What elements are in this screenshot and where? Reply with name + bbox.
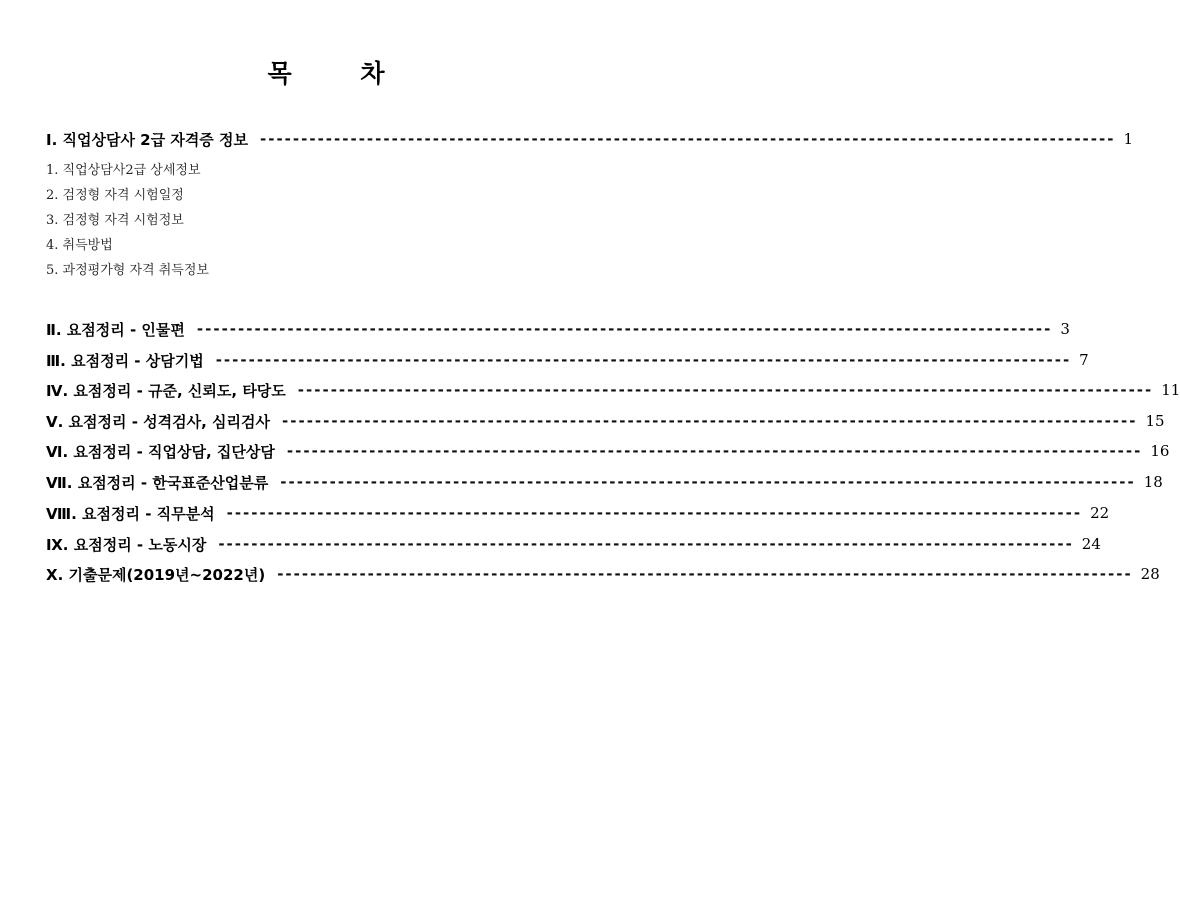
toc-leader: -------------------------------------------------------------------------------------------------------- <box>280 473 1136 491</box>
toc-page-number: 1 <box>1123 130 1134 148</box>
toc-entry-7[interactable] <box>46 471 1163 493</box>
toc-entry-8[interactable] <box>46 502 1110 524</box>
toc-entry-label: Ⅴ. 요점정리 - 성격검사, 심리검사 <box>46 412 271 431</box>
toc-leader: -------------------------------------------------------------------------------------------------------- <box>196 320 1053 338</box>
toc-entry-label: Ⅸ. 요점정리 - 노동시장 <box>46 535 207 554</box>
page-title: 목 차 <box>267 59 415 88</box>
toc-entry-2[interactable] <box>46 318 1070 340</box>
toc-subitem-2[interactable]: 2. 검정형 자격 시험일정 <box>46 188 184 203</box>
toc-leader: -------------------------------------------------------------------------------------------------------- <box>215 351 1072 369</box>
toc-entry-label: Ⅱ. 요점정리 - 인물편 <box>46 320 185 339</box>
toc-entry-label: Ⅶ. 요점정리 - 한국표준산업분류 <box>46 473 269 492</box>
toc-subitem-5[interactable]: 5. 과정평가형 자격 취득정보 <box>46 263 209 278</box>
toc-entry-label: Ⅰ. 직업상담사 2급 자격증 정보 <box>46 130 248 149</box>
toc-page-number: 3 <box>1060 320 1070 338</box>
toc-entry-6[interactable] <box>46 440 1170 462</box>
toc-page-number: 22 <box>1090 504 1110 522</box>
toc-leader: -------------------------------------------------------------------------------------------------------- <box>277 565 1133 583</box>
toc-leader: -------------------------------------------------------------------------------------------------------- <box>226 504 1083 522</box>
toc-subitem-1[interactable]: 1. 직업상담사2급 상세정보 <box>46 163 201 178</box>
toc-leader: -------------------------------------------------------------------------------------------------------- <box>260 130 1116 148</box>
toc-leader: -------------------------------------------------------------------------------------------------------- <box>218 535 1074 553</box>
toc-subitem-4[interactable]: 4. 취득방법 <box>46 238 113 253</box>
toc-page-number: 16 <box>1150 442 1170 460</box>
toc-leader: -------------------------------------------------------------------------------------------------------- <box>282 412 1138 430</box>
toc-entry-5[interactable] <box>46 410 1165 432</box>
toc-entry-10[interactable] <box>46 563 1160 585</box>
toc-page-number: 15 <box>1145 412 1165 430</box>
toc-page-number: 18 <box>1143 473 1163 491</box>
toc-leader: -------------------------------------------------------------------------------------------------------- <box>297 381 1154 399</box>
toc-entry-label: Ⅹ. 기출문제(2019년~2022년) <box>46 565 266 584</box>
toc-entry-3[interactable] <box>46 349 1089 371</box>
toc-entry-label: Ⅵ. 요점정리 - 직업상담, 집단상담 <box>46 442 275 461</box>
toc-entry-1[interactable] <box>46 128 1134 150</box>
toc-entry-label: Ⅲ. 요점정리 - 상담기법 <box>46 351 204 370</box>
toc-entry-4[interactable] <box>46 379 1180 401</box>
toc-page-number: 24 <box>1081 535 1101 553</box>
toc-entry-9[interactable] <box>46 533 1101 555</box>
toc-subitem-3[interactable]: 3. 검정형 자격 시험정보 <box>46 213 184 228</box>
toc-entry-label: Ⅳ. 요점정리 - 규준, 신뢰도, 타당도 <box>46 381 286 400</box>
toc-page-number: 11 <box>1161 381 1180 399</box>
toc-page-number: 28 <box>1140 565 1160 583</box>
toc-entry-label: Ⅷ. 요점정리 - 직무분석 <box>46 504 215 523</box>
toc-leader: -------------------------------------------------------------------------------------------------------- <box>286 442 1143 460</box>
toc-page-number: 7 <box>1079 351 1089 369</box>
